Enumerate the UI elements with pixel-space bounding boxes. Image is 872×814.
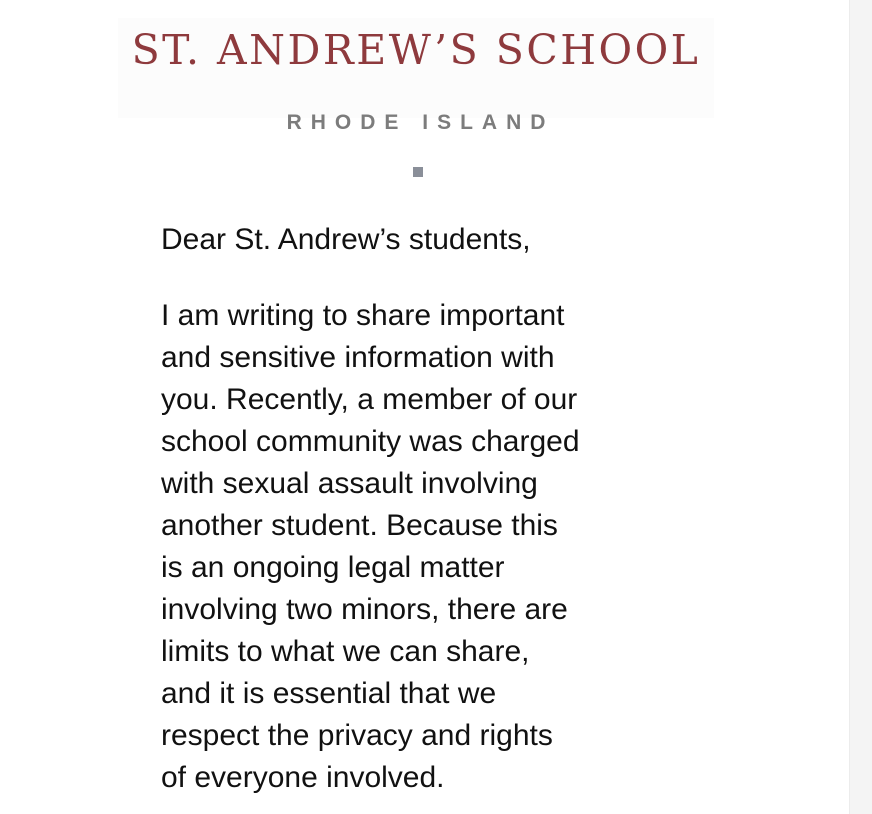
paragraph-line: and sensitive information with bbox=[161, 341, 555, 374]
letter-paragraph bbox=[161, 295, 701, 799]
paragraph-line: involving two minors, there are bbox=[161, 593, 568, 626]
school-logo bbox=[118, 18, 714, 134]
school-name: ST. ANDREW’S SCHOOL bbox=[131, 26, 701, 74]
letter-salutation: Dear St. Andrew’s students, bbox=[161, 223, 531, 256]
scrollbar-track[interactable] bbox=[849, 0, 872, 814]
school-location: RHODE ISLAND bbox=[286, 111, 555, 134]
paragraph-line: you. Recently, a member of our bbox=[161, 383, 578, 416]
paragraph-line: limits to what we can share, bbox=[161, 635, 530, 668]
paragraph-line: another student. Because this bbox=[161, 509, 558, 542]
paragraph-line: of everyone involved. bbox=[161, 761, 445, 794]
divider-square bbox=[413, 167, 423, 177]
paragraph-line: school community was charged bbox=[161, 425, 580, 458]
paragraph-line: and it is essential that we bbox=[161, 677, 497, 710]
letter-body bbox=[161, 219, 701, 799]
paragraph-line: is an ongoing legal matter bbox=[161, 551, 505, 584]
paragraph-line: I am writing to share important bbox=[161, 299, 565, 332]
paragraph-line: respect the privacy and rights bbox=[161, 719, 553, 752]
paragraph-line: with sexual assault involving bbox=[161, 467, 538, 500]
